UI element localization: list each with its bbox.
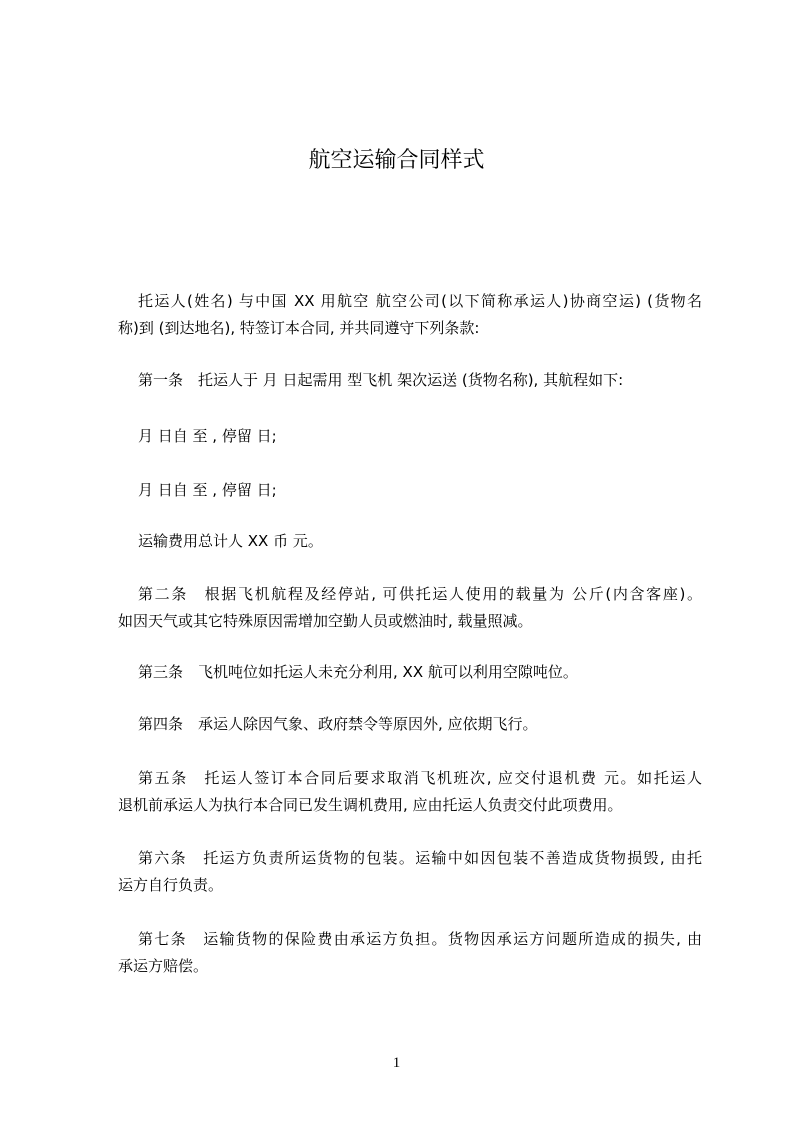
paragraph-preamble [118, 288, 702, 342]
route-line-1 [118, 423, 702, 450]
text-line: 第七条 运输货物的保险费由承运方负担。货物因承运方问题所造成的损失, 由 [138, 930, 702, 948]
text-line: 第四条 承运人除因气象、政府禁令等原因外, 应依期飞行。 [138, 715, 538, 733]
text-line: 退机前承运人为执行本合同已发生调机费用, 应由托运人负责交付此项费用。 [118, 796, 623, 814]
text-line: 月 日自 至 , 停留 日; [138, 481, 277, 499]
text-line: 第五条 托运人签订本合同后要求取消飞机班次, 应交付退机费 元。如托运人 [138, 769, 702, 787]
document-title: 航空运输合同样式 [308, 148, 485, 173]
text-line: 第一条 托运人于 月 日起需用 型飞机 架次运送 (货物名称), 其航程如下: [138, 371, 624, 389]
route-line-2 [118, 477, 702, 504]
clause-6 [118, 845, 702, 899]
text-line: 运输费用总计人 XX 币 元。 [138, 532, 323, 550]
clause-2 [118, 581, 702, 635]
text-line: 第六条 托运方负责所运货物的包装。运输中如因包装不善造成货物损毁, 由托 [138, 849, 702, 867]
clause-3 [118, 659, 702, 686]
text-line: 第三条 飞机吨位如托运人未充分利用, XX 航可以利用空隙吨位。 [138, 663, 578, 681]
page-number: 1 [392, 1055, 401, 1071]
clause-7 [118, 926, 702, 980]
text-line: 第二条 根据飞机航程及经停站, 可供托运人使用的载量为 公斤(内含客座)。 [138, 585, 702, 603]
clause-1 [118, 367, 702, 394]
text-line: 如因天气或其它特殊原因需增加空勤人员或燃油时, 载量照减。 [118, 612, 533, 630]
total-fee [118, 528, 702, 555]
text-line: 称)到 (到达地名), 特签订本合同, 并共同遵守下列条款: [118, 319, 480, 337]
text-line: 月 日自 至 , 停留 日; [138, 427, 277, 445]
text-line: 托运人(姓名) 与中国 XX 用航空 航空公司(以下简称承运人)协商空运) (货物名 [138, 292, 702, 310]
text-line: 承运方赔偿。 [118, 957, 209, 975]
clause-5 [118, 765, 702, 819]
text-line: 运方自行负责。 [118, 876, 224, 894]
clause-4 [118, 711, 702, 738]
